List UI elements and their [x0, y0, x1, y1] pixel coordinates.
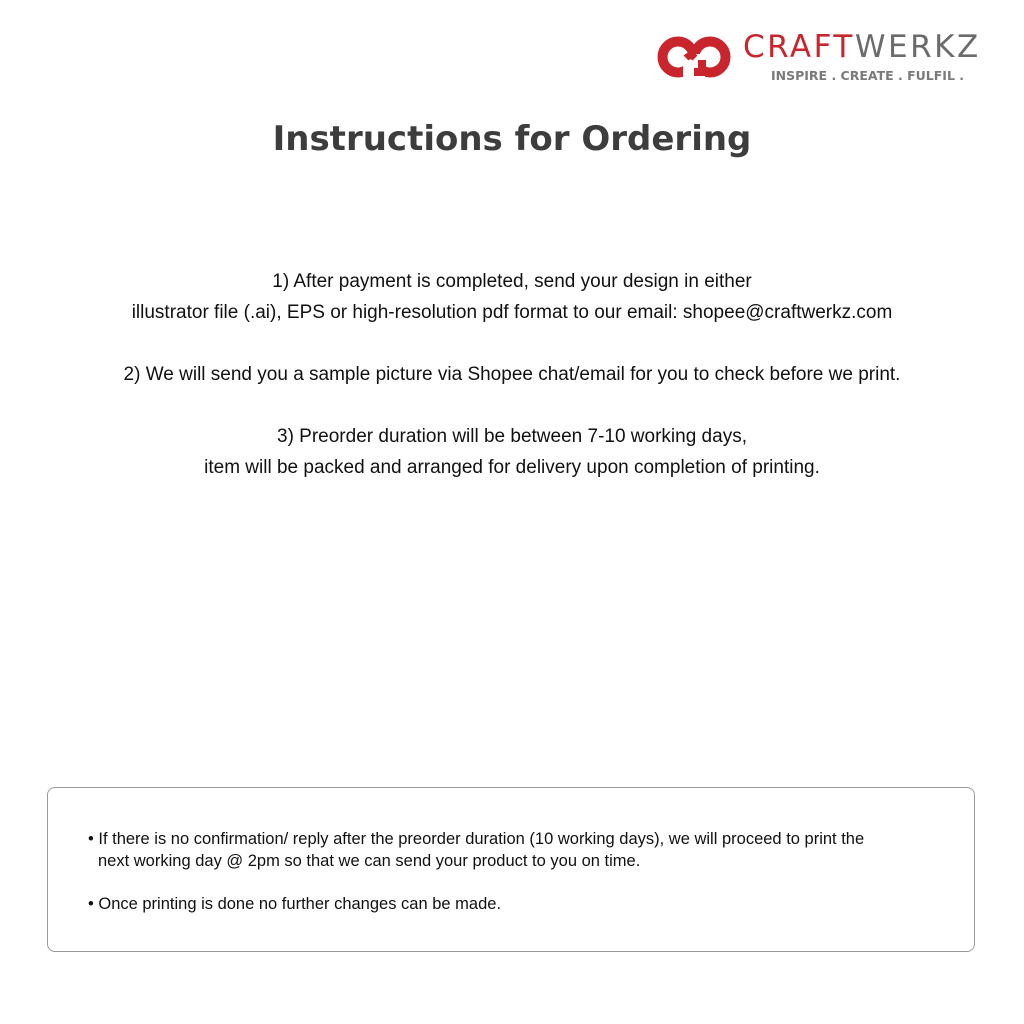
note-1	[88, 828, 948, 872]
ordering-steps	[60, 266, 964, 514]
note-2	[88, 893, 948, 915]
craftwerkz-logo-icon	[656, 34, 734, 80]
step-3-line-1: 3) Preorder duration will be between 7-10 working days,	[277, 426, 747, 447]
brand-tagline: INSPIRE . CREATE . FULFIL .	[771, 68, 965, 83]
craftwerkz-logo	[656, 30, 996, 90]
step-1	[60, 266, 964, 328]
page-title: Instructions for Ordering	[272, 119, 752, 159]
step-1-line-1: 1) After payment is completed, send your design in either	[272, 271, 752, 292]
brand-name	[743, 30, 981, 64]
note-1-line-1: • If there is no confirmation/ reply after the preorder duration (10 working days), we will proceed to print the	[88, 830, 865, 848]
step-3	[60, 421, 964, 483]
step-1-line-2: illustrator file (.ai), EPS or high-resolution pdf format to our email: shopee@craftwerkz.com	[131, 302, 893, 323]
note-2-line-1: • Once printing is done no further changes can be made.	[88, 895, 502, 913]
notes-box	[47, 787, 975, 952]
brand-name-part1: CRAFT	[743, 29, 855, 65]
note-1-line-2: next working day @ 2pm so that we can send your product to you on time.	[98, 852, 641, 870]
step-3-line-2: item will be packed and arranged for delivery upon completion of printing.	[204, 457, 820, 478]
notes-list	[88, 828, 948, 936]
step-2	[60, 359, 964, 390]
step-2-line-1: 2) We will send you a sample picture via Shopee chat/email for you to check before we print.	[123, 364, 901, 385]
brand-name-part2: WERKZ	[854, 29, 981, 65]
